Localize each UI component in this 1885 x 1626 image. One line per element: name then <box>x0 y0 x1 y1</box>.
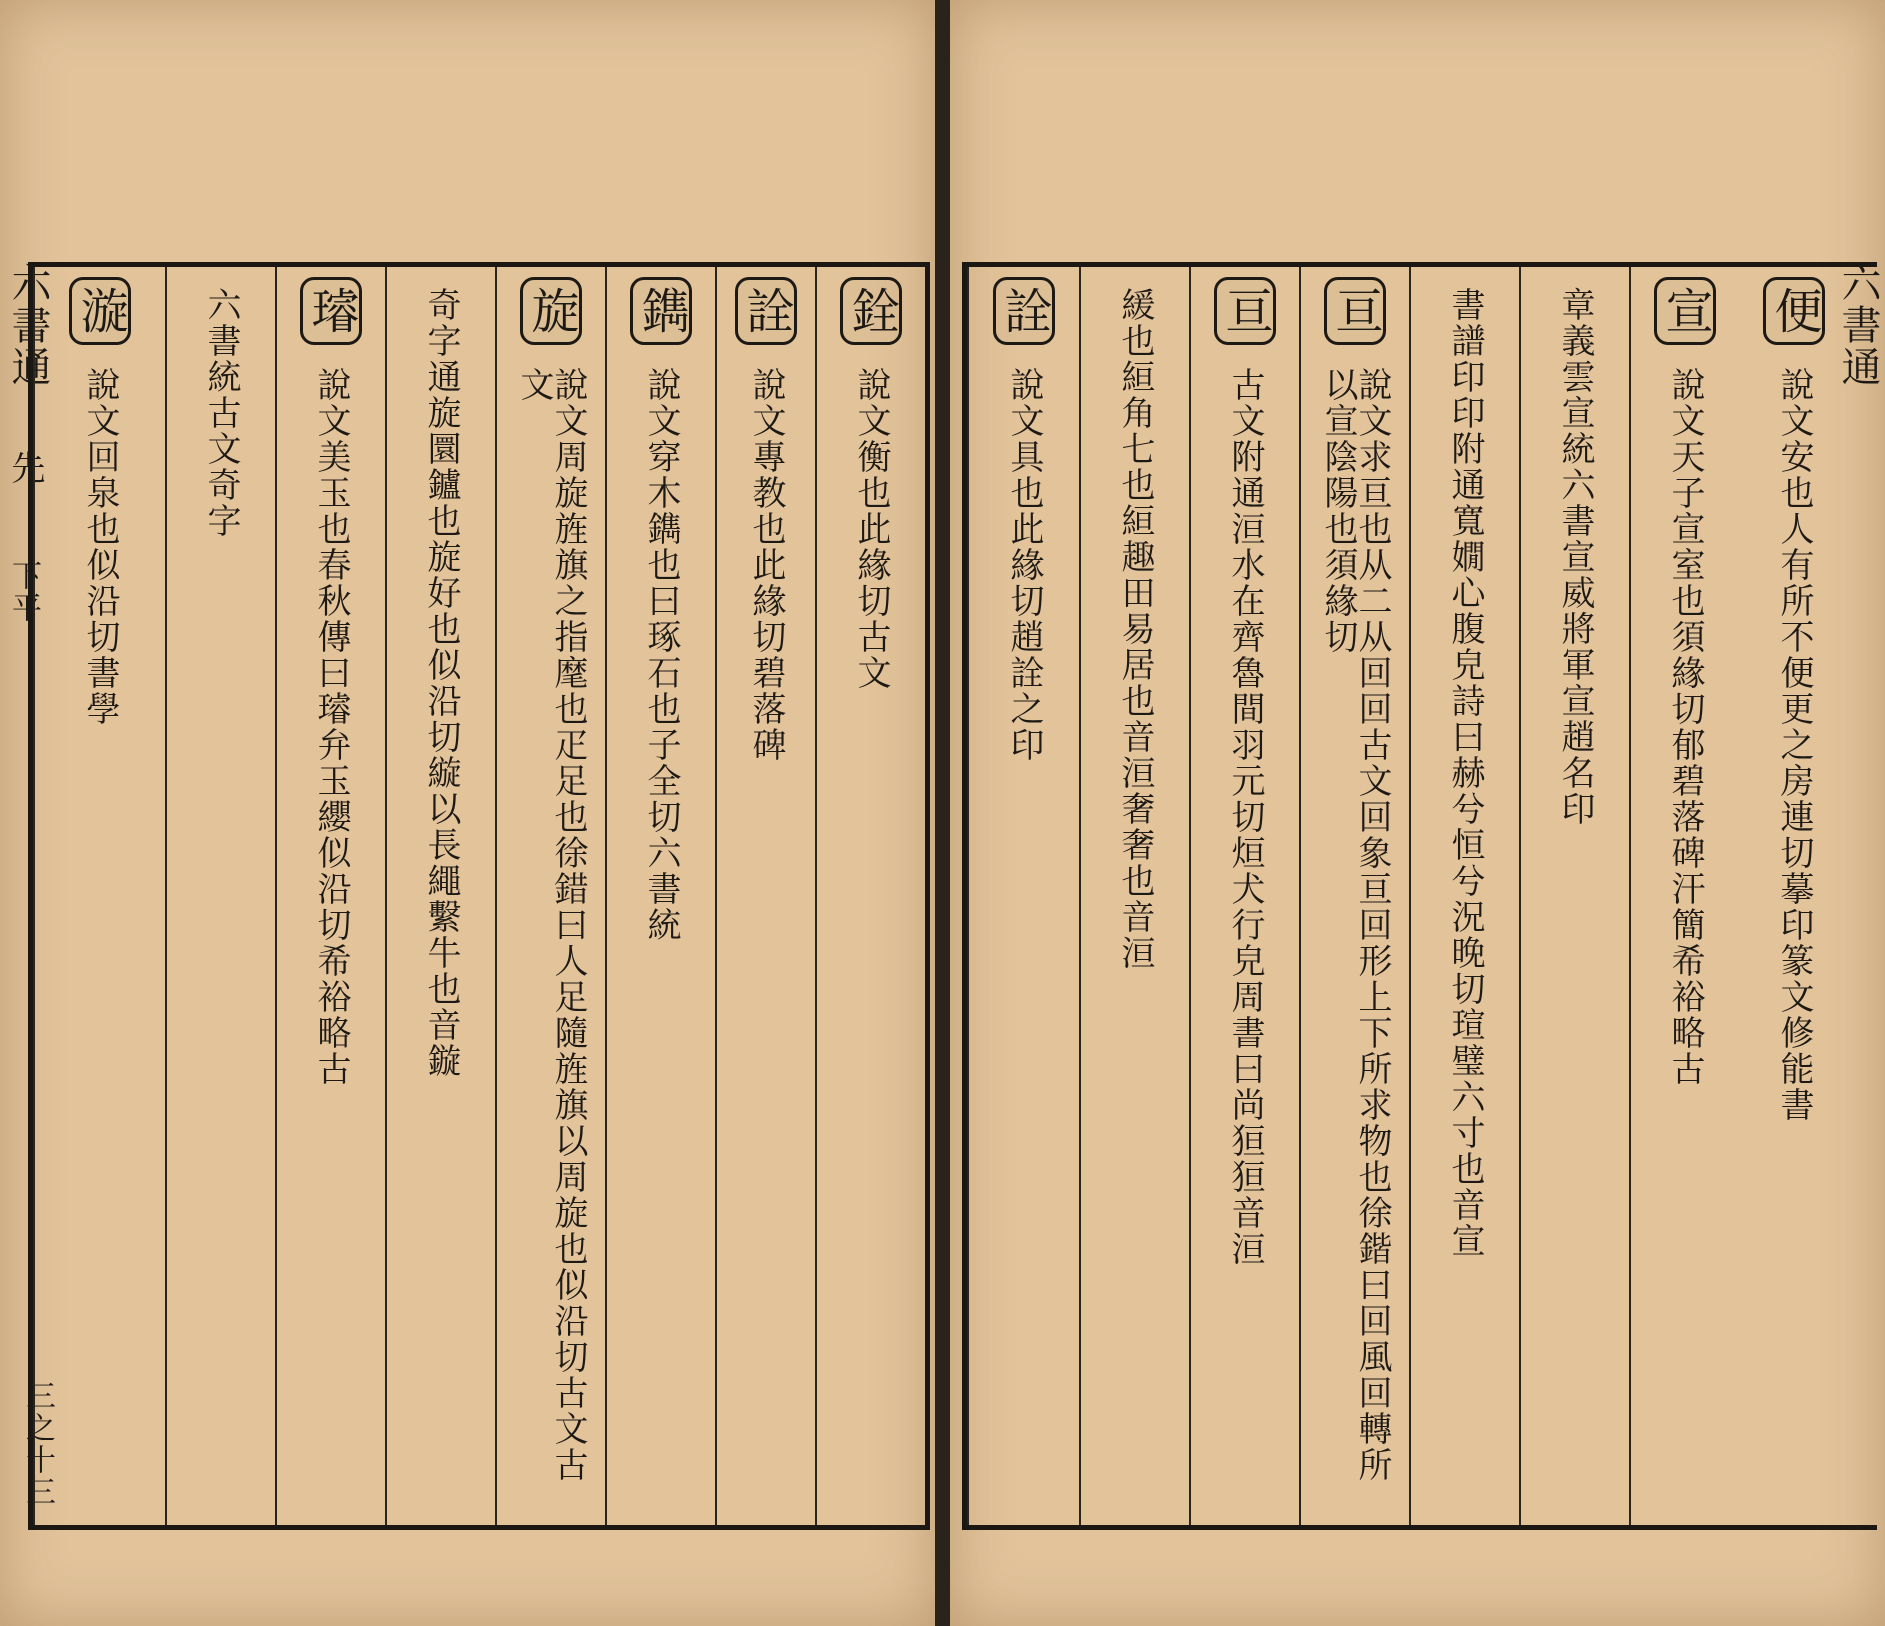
entry-note: 說文穿木鐫也曰琢石也子全切六書統 <box>641 367 681 943</box>
entry-note: 六書統古文奇字 <box>201 287 241 539</box>
left-page <box>0 0 935 1626</box>
left-frame <box>28 262 930 1530</box>
entry-note: 說文專教也此緣切碧落碑 <box>746 367 786 763</box>
entry-note: 說文安也人有所不便更之房連切摹印篆文修能書 <box>1774 367 1814 1123</box>
margin-rhyme: 先 <box>5 450 45 486</box>
head-char: 鐫 <box>630 277 692 345</box>
margin-tone: 下平 <box>6 560 41 624</box>
head-char: 亘 <box>1214 277 1276 345</box>
folio: 三之十三 <box>20 1380 55 1508</box>
head-char: 旋 <box>520 277 582 345</box>
right-page <box>950 0 1885 1626</box>
entry-column <box>605 267 715 1525</box>
right-frame <box>962 262 1881 1530</box>
entry-column <box>1739 267 1849 1525</box>
entry-column <box>715 267 815 1525</box>
entry-column <box>1629 267 1739 1525</box>
entry-note: 說文具也此緣切趙詮之印 <box>1004 367 1044 763</box>
margin-title-left: 六書通 <box>5 262 51 388</box>
entry-column <box>33 267 165 1525</box>
entry-column <box>1519 267 1629 1525</box>
head-char: 詮 <box>993 277 1055 345</box>
head-char: 漩 <box>69 277 131 345</box>
entry-column <box>385 267 495 1525</box>
entry-note: 書譜印印附通寬嫺心腹皃詩曰赫兮恒兮況晚切瑄璧六寸也音宣 <box>1445 287 1485 1259</box>
entry-column <box>1409 267 1519 1525</box>
entry-column <box>165 267 275 1525</box>
head-char: 璿 <box>300 277 362 345</box>
entry-note: 古文附通洹水在齊魯間羽元切烜犬行皃周書曰尚狟狟音洹 <box>1225 367 1265 1267</box>
entry-column <box>1189 267 1299 1525</box>
entry-column <box>815 267 925 1525</box>
entry-column <box>495 267 605 1525</box>
entry-column <box>967 267 1079 1525</box>
entry-column <box>1299 267 1409 1525</box>
entry-note: 章義雲宣統六書宣威將軍宣趙名印 <box>1555 287 1595 827</box>
entry-column <box>1079 267 1189 1525</box>
entry-note: 說文回泉也似沿切書學 <box>80 367 120 727</box>
entry-note: 說文周旋旌旗之指麾也疋足也徐錯曰人足隨旌旗以周旋也似沿切古文古文 <box>514 367 588 1483</box>
entry-column <box>275 267 385 1525</box>
entry-note: 說文求亘也从二从回回古文回象亘回形上下所求物也徐鍇曰回風回轉所以宣陰陽也須緣切 <box>1318 367 1392 1483</box>
head-char: 亘 <box>1324 277 1386 345</box>
entry-note: 說文天子宣室也須緣切郁碧落碑汗簡希裕略古 <box>1665 367 1705 1087</box>
head-char: 銓 <box>840 277 902 345</box>
book-spine <box>935 0 950 1626</box>
entry-note: 說文衡也此緣切古文 <box>851 367 891 691</box>
entry-note: 說文美玉也春秋傳曰璿弁玉纓似沿切希裕略古 <box>311 367 351 1087</box>
entry-note: 緩也絙角七也絙趣田易居也音洹奢奢也音洹 <box>1115 287 1155 971</box>
head-char: 宣 <box>1654 277 1716 345</box>
entry-note: 奇字通旋圜鑪也旋好也似沿切縼以長繩繫牛也音鏇 <box>421 287 461 1079</box>
margin-title-right: 六書通 <box>1835 262 1881 388</box>
head-char: 便 <box>1763 277 1825 345</box>
head-char: 詮 <box>735 277 797 345</box>
